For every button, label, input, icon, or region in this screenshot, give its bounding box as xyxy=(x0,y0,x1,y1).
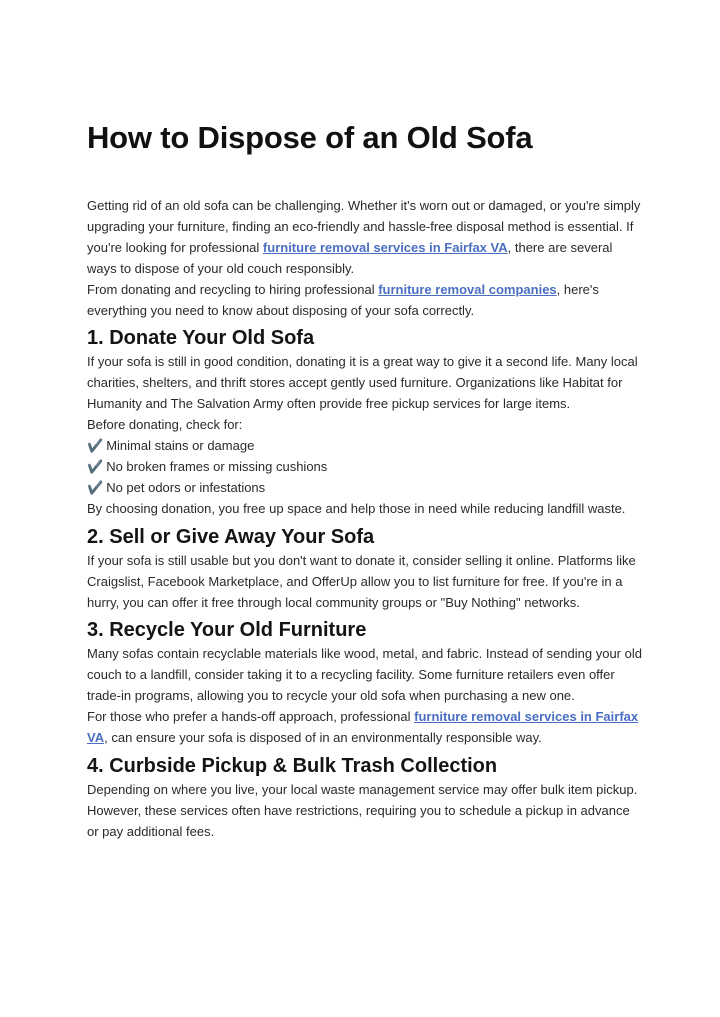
section-paragraph: Depending on where you live, your local waste management service may offer bulk item pickup. However, these services often have restrictions, requiring you to schedule a pickup in advance or pay additional fees. xyxy=(87,781,638,839)
paragraph-text: For those who prefer a hands-off approach, professional xyxy=(87,709,415,725)
checklist-item xyxy=(87,478,643,499)
page-title: How to Dispose of an Old Sofa xyxy=(87,120,533,155)
checklist-item-text: Minimal stains or damage xyxy=(106,438,255,454)
checklist-intro: Before donating, check for: xyxy=(87,417,243,433)
intro-text: , there are several ways to dispose of your old couch responsibly. xyxy=(87,239,613,276)
checkmark-icon: ✔️ xyxy=(87,438,104,454)
checklist-item xyxy=(87,436,643,457)
link-furniture-removal-companies[interactable]: furniture removal companies xyxy=(378,281,557,297)
section-heading: 1. Donate Your Old Sofa xyxy=(87,327,315,350)
section-heading: 4. Curbside Pickup & Bulk Trash Collection xyxy=(87,754,498,777)
section-paragraph: By choosing donation, you free up space and help those in need while reducing landfill waste. xyxy=(87,500,626,516)
intro-text: , here's everything you need to know about disposing of your sofa correctly. xyxy=(87,281,599,318)
section-heading: 3. Recycle Your Old Furniture xyxy=(87,619,367,642)
paragraph-text: , can ensure your sofa is disposed of in an environmentally responsible way. xyxy=(104,730,542,746)
checklist-item-text: No pet odors or infestations xyxy=(106,479,266,495)
section-paragraph xyxy=(87,707,643,749)
checklist-item xyxy=(87,457,643,478)
intro-paragraph xyxy=(87,280,643,322)
section-paragraph: If your sofa is still in good condition, donating it is a great way to give it a second life. Many local charities, shelters, and thrift stores accept gently used furniture. Organizations like Habitat for Humanity and The Salvation Army often provide free pickup services for large items. xyxy=(87,354,638,412)
checkmark-icon: ✔️ xyxy=(87,458,104,474)
checkmark-icon: ✔️ xyxy=(87,479,104,495)
section-paragraph: If your sofa is still usable but you don't want to donate it, consider selling it online. Platforms like Craigslist, Facebook Marketplace, and OfferUp allow you to list furniture for free. If you're in a hurry, you can offer it free through local community groups or "Buy Nothing" networks. xyxy=(87,552,636,610)
section-heading: 2. Sell or Give Away Your Sofa xyxy=(87,525,375,548)
section-recycle xyxy=(87,615,643,749)
link-furniture-removal-fairfax[interactable]: furniture removal services in Fairfax VA xyxy=(262,239,508,255)
intro-paragraph xyxy=(87,196,643,280)
link-furniture-removal-fairfax[interactable]: furniture removal services in Fairfax VA xyxy=(87,709,639,746)
intro-text: Getting rid of an old sofa can be challenging. Whether it's worn out or damaged, or you're simply upgrading your furniture, finding an eco-friendly and hassle-free disposal method is essential. If you're looking for professional xyxy=(87,198,641,255)
section-curbside xyxy=(87,751,643,843)
section-donate xyxy=(87,323,643,519)
intro-text: From donating and recycling to hiring professional xyxy=(87,281,379,297)
section-sell xyxy=(87,522,643,614)
checklist-item-text: No broken frames or missing cushions xyxy=(106,458,328,474)
section-paragraph: Many sofas contain recyclable materials like wood, metal, and fabric. Instead of sending your old couch to a landfill, consider taking it to a recycling facility. Some furniture retailers even offer trade-in programs, allowing you to recycle your old sofa when purchasing a new one. xyxy=(87,646,642,704)
document-page xyxy=(87,118,643,843)
